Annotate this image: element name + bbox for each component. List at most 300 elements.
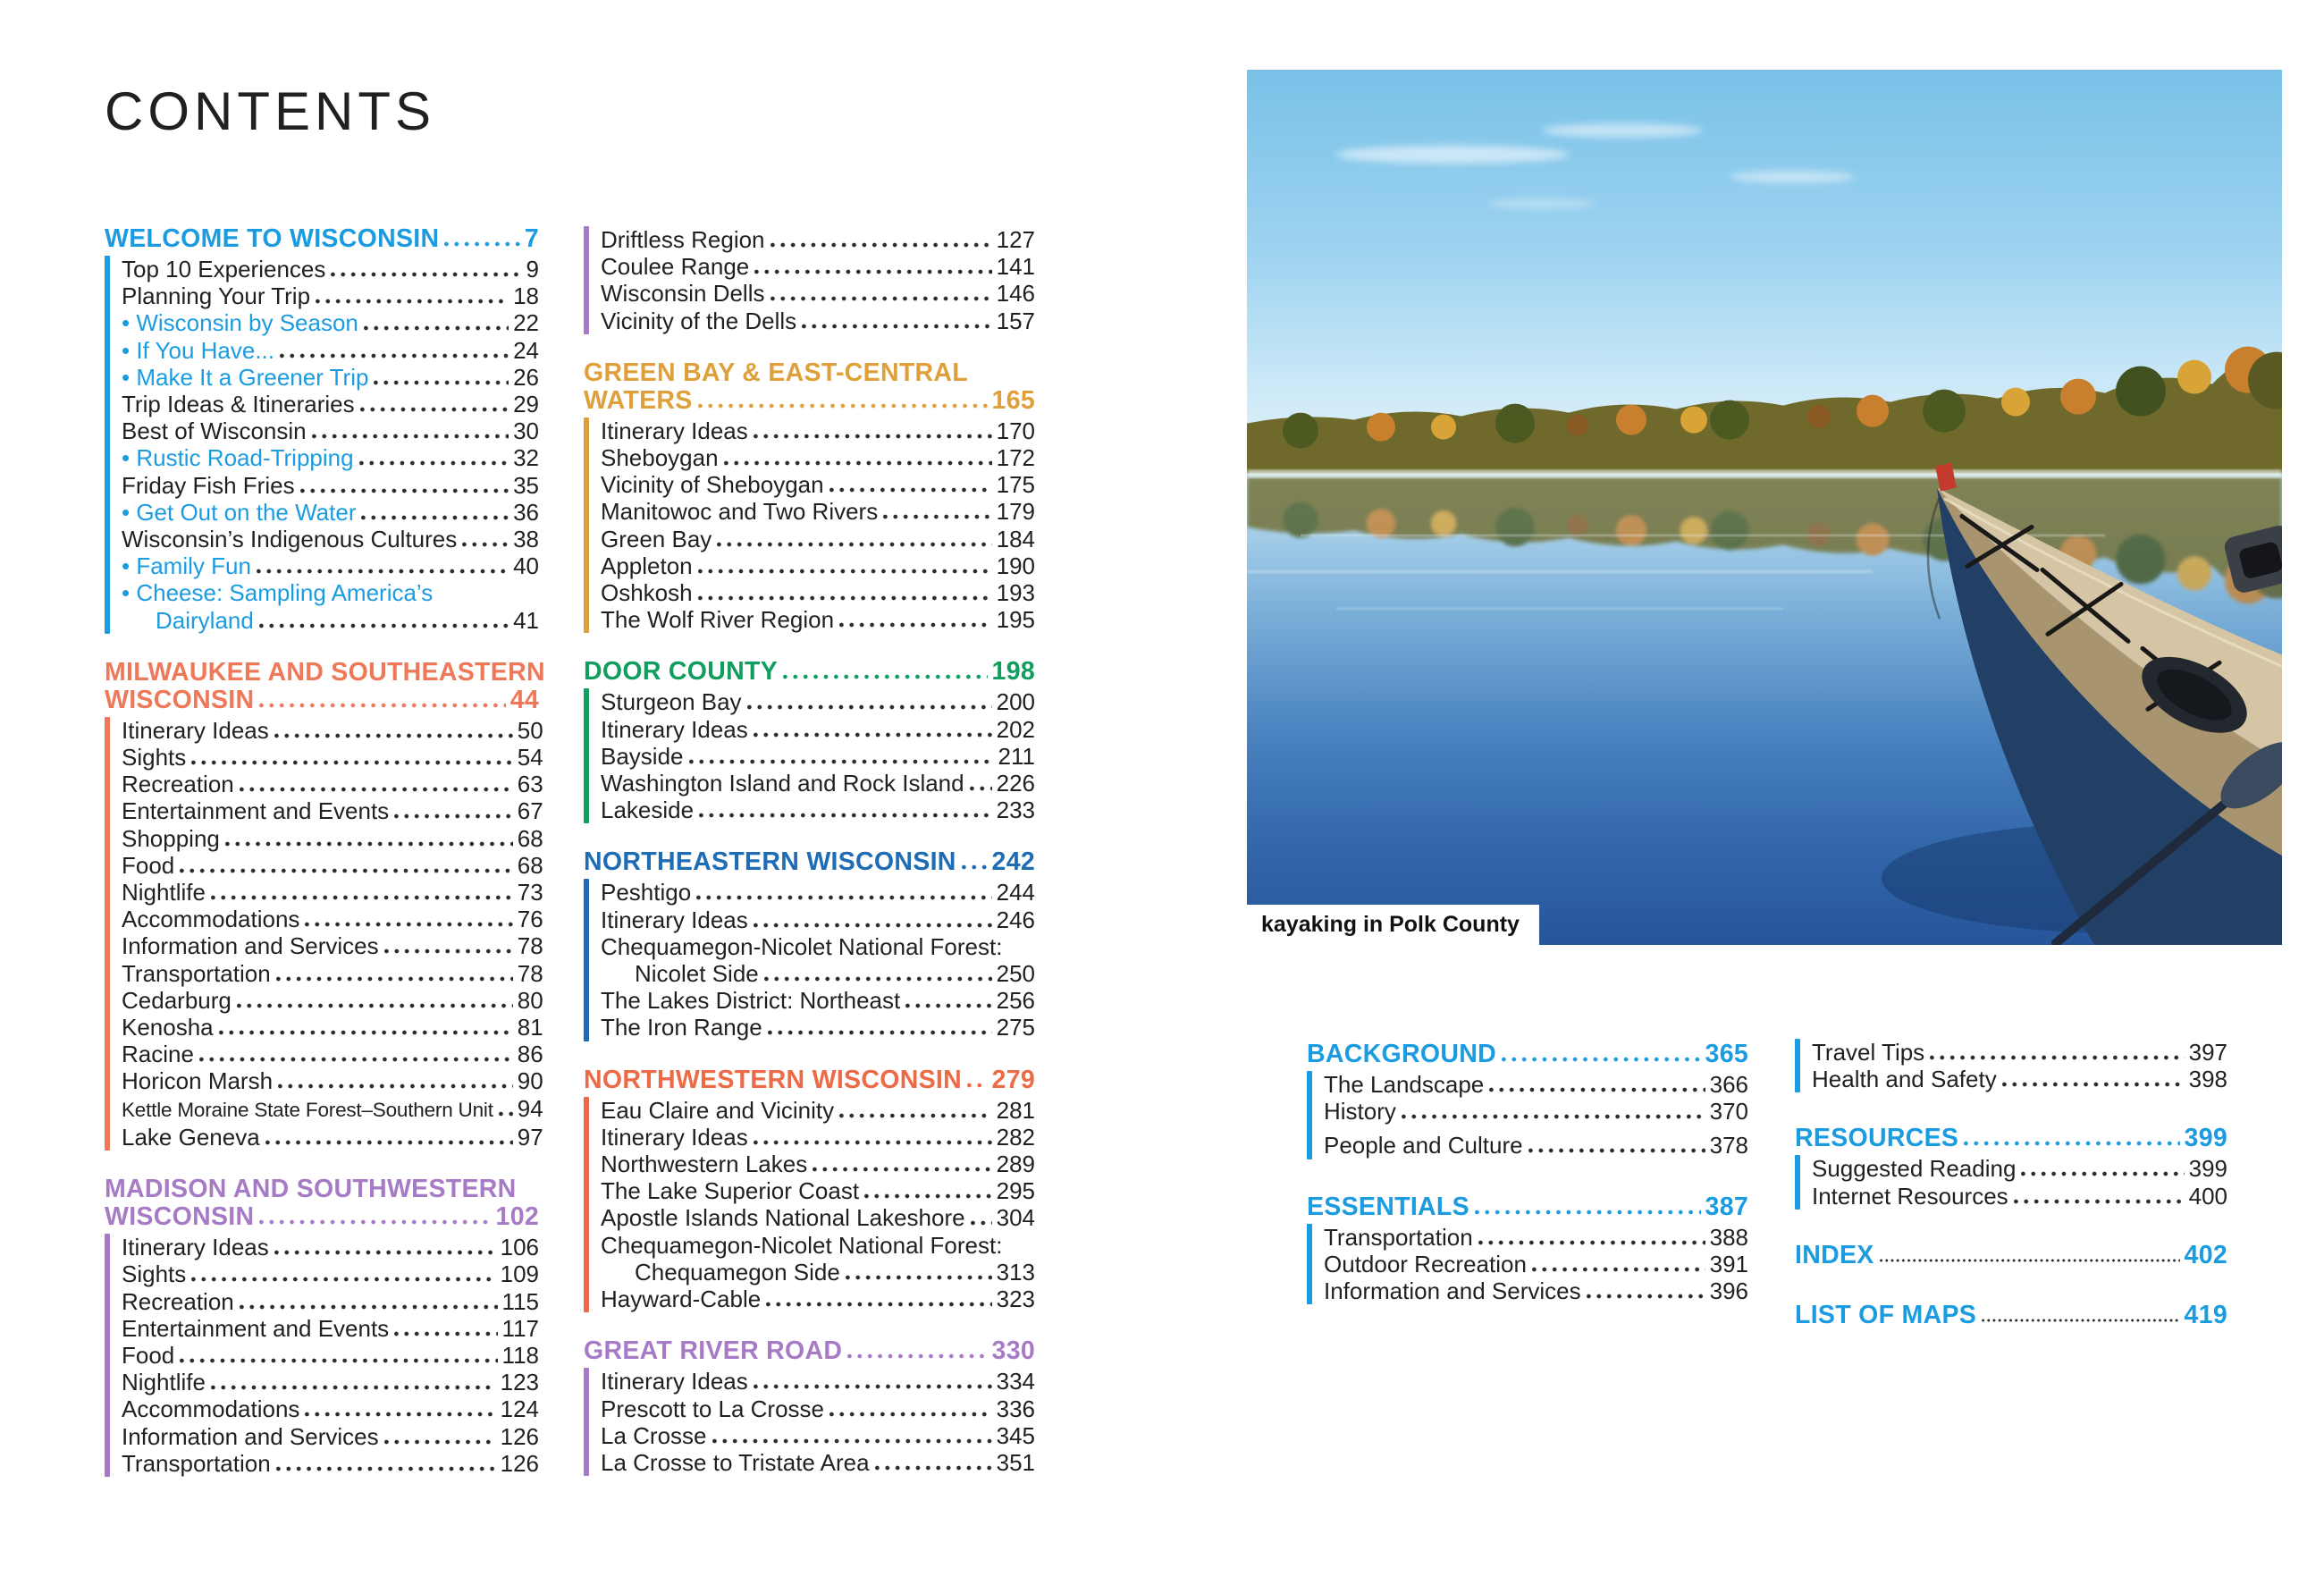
toc-entry: [601, 280, 1035, 307]
toc-entry-row: [601, 308, 1035, 334]
dot-leader: [802, 324, 991, 329]
section-accent-bar: [1795, 1039, 1800, 1092]
toc-entry: [601, 526, 1035, 552]
toc-entry-row: [122, 444, 539, 471]
toc-entry-label: People and Culture: [1324, 1132, 1523, 1159]
toc-entry-label: Itinerary Ideas: [601, 417, 748, 444]
section-body: [584, 226, 1035, 334]
section-header: [584, 848, 1035, 876]
toc-entry-row: [122, 1234, 539, 1260]
toc-entry: [122, 1014, 543, 1041]
page-number: 126: [500, 1422, 539, 1450]
section-title: NORTHWESTERN WISCONSIN: [584, 1065, 963, 1094]
toc-entry-label: Health and Safety: [1812, 1066, 1997, 1093]
page-number: 26: [513, 363, 539, 391]
dot-leader: [1930, 1055, 2184, 1060]
dot-leader: [361, 515, 509, 520]
toc-entry-row: [601, 526, 1035, 552]
dot-leader: [394, 1331, 497, 1336]
page-number: 106: [500, 1234, 539, 1261]
toc-entry-row: [122, 879, 543, 906]
toc-entry: [601, 226, 1035, 253]
section-accent-bar: [584, 226, 589, 334]
toc-entry: [122, 472, 539, 499]
toc-entry-label: Suggested Reading: [1812, 1155, 2017, 1183]
toc-entry: [122, 1369, 539, 1395]
toc-entry-label: Internet Resources: [1812, 1182, 2008, 1210]
toc-entry-row: [122, 499, 539, 526]
dot-leader: [813, 1167, 991, 1172]
toc-entry-row: [122, 932, 543, 959]
page-number: 170: [996, 417, 1035, 444]
toc-entry: [601, 1177, 1035, 1204]
section-title: MILWAUKEE AND SOUTHEASTERN: [105, 657, 545, 687]
toc-entry: [1324, 1098, 1748, 1125]
toc-entry-label: • Family Fun: [122, 552, 251, 580]
dot-leader: [1982, 1318, 2179, 1323]
toc-entry-label: • If You Have...: [122, 336, 274, 364]
dot-leader: [698, 569, 992, 574]
section-entries: [122, 717, 543, 1151]
toc-entry-label: Oshkosh: [601, 579, 693, 607]
page-number: 94: [517, 1094, 543, 1122]
toc-entry-row: [1812, 1066, 2227, 1092]
toc-entry-row: [601, 498, 1035, 525]
toc-entry-label: Travel Tips: [1812, 1039, 1925, 1066]
page-number: 68: [517, 824, 543, 852]
toc-entry-row: [122, 1369, 539, 1395]
toc-section: [584, 1337, 1035, 1476]
toc-entry-label: Information and Services: [122, 932, 379, 960]
page-number: 124: [500, 1395, 539, 1423]
toc-entry-row: [122, 717, 543, 744]
toc-entry: [122, 906, 543, 932]
toc-entry: [601, 1395, 1035, 1422]
toc-entry: [601, 444, 1035, 471]
toc-entry: [122, 744, 543, 771]
toc-entry-row: [601, 1422, 1035, 1449]
section-title-row: [1307, 1041, 1748, 1068]
page-number: 370: [1709, 1098, 1748, 1126]
dot-leader: [225, 841, 513, 847]
page-number: 396: [1709, 1277, 1748, 1305]
toc-entry: [601, 906, 1035, 933]
toc-entry: [122, 579, 539, 633]
section-body: [584, 1368, 1035, 1476]
section-title: GREEN BAY & EAST-CENTRAL: [584, 358, 969, 387]
photo-caption: kayaking in Polk County: [1247, 905, 1539, 947]
toc-entry-row: [122, 337, 539, 364]
dot-leader: [384, 948, 513, 954]
dot-leader: [696, 895, 991, 900]
dot-leader: [967, 1083, 988, 1088]
section-body: [1307, 1224, 1748, 1305]
section-accent-bar: [584, 879, 589, 1041]
page-number: 175: [996, 471, 1035, 499]
page-number: 184: [996, 525, 1035, 552]
toc-entry-label: Planning Your Trip: [122, 282, 311, 310]
toc-entry: [601, 987, 1035, 1014]
dot-leader: [274, 733, 513, 738]
toc-entry-row: [601, 1204, 1035, 1231]
toc-entry-label: Hayward-Cable: [601, 1286, 762, 1313]
page-number: 366: [1709, 1071, 1748, 1098]
dot-leader: [699, 813, 992, 818]
section-entries: [1324, 1224, 1748, 1305]
toc-entry-row: [122, 552, 539, 579]
dot-leader: [265, 1140, 513, 1145]
section-body: [105, 716, 543, 1151]
toc-entry-row: [601, 1177, 1035, 1204]
toc-entry-row: [601, 1286, 1035, 1312]
toc-entry: [122, 771, 543, 797]
toc-entry-label: Food: [122, 1341, 175, 1369]
section-accent-bar: [1307, 1224, 1312, 1305]
toc-entry: [601, 1422, 1035, 1449]
toc-entry-row: [122, 797, 543, 824]
page-number: 400: [2188, 1182, 2227, 1210]
toc-entry: [601, 552, 1035, 579]
page-number: 30: [513, 417, 539, 445]
dot-leader: [374, 380, 509, 385]
section-entries: [601, 417, 1035, 634]
section-header: [1795, 1242, 2227, 1269]
toc-column-2: [584, 223, 1035, 1476]
toc-entry-row: [1812, 1039, 2227, 1066]
dot-leader: [747, 704, 992, 710]
section-body: [105, 1234, 539, 1477]
toc-entry-label: Wisconsin’s Indigenous Cultures: [122, 526, 458, 553]
toc-entry-row: [1324, 1098, 1748, 1125]
lake-kayak-photo: [1247, 70, 2282, 945]
toc-entry: [601, 498, 1035, 525]
dot-leader: [970, 786, 992, 791]
dot-leader: [276, 1466, 496, 1471]
section-title-row: [105, 225, 539, 253]
page-number: 118: [501, 1341, 539, 1369]
section-accent-bar: [105, 256, 110, 634]
toc-entry: [601, 1368, 1035, 1395]
page-number: 41: [513, 606, 539, 634]
dot-leader: [883, 514, 991, 519]
dot-leader: [444, 241, 519, 247]
page-number: 115: [501, 1287, 539, 1315]
dot-leader: [1587, 1294, 1705, 1299]
page-number: 24: [513, 336, 539, 364]
toc-entry-label: Itinerary Ideas: [601, 906, 748, 933]
section-title: INDEX: [1795, 1240, 1874, 1269]
toc-entry: [601, 770, 1035, 797]
page-number: 275: [996, 1014, 1035, 1041]
page-number: 123: [500, 1369, 539, 1396]
toc-entry-label: Appleton: [601, 552, 693, 579]
toc-section: [105, 1176, 539, 1477]
page-number: 172: [996, 444, 1035, 472]
toc-entry-row: [601, 906, 1035, 933]
toc-entry-row: [1324, 1251, 1748, 1277]
section-accent-bar: [1795, 1155, 1800, 1209]
toc-entry-row: [122, 1342, 539, 1369]
toc-entry-row: [122, 1014, 543, 1041]
page-number: 63: [517, 771, 543, 798]
dot-leader: [331, 272, 521, 277]
toc-entry: [1812, 1155, 2227, 1182]
dot-leader: [770, 242, 992, 248]
toc-entry-row: [122, 1288, 539, 1315]
section-entries: [601, 1368, 1035, 1476]
page-number: 282: [996, 1123, 1035, 1151]
toc-entry-label: La Crosse: [601, 1421, 707, 1449]
page-number: 304: [996, 1204, 1035, 1232]
page-number: 336: [996, 1395, 1035, 1422]
toc-entry: [601, 716, 1035, 743]
toc-entry: [122, 1260, 539, 1287]
toc-entry-row: [122, 852, 543, 879]
page-number: 198: [991, 657, 1035, 687]
section-header: [584, 1337, 1035, 1365]
dot-leader: [839, 1113, 992, 1118]
page-number: 32: [513, 444, 539, 472]
page-number: 109: [500, 1260, 539, 1288]
toc-entry: [122, 987, 543, 1014]
toc-entry-row: [601, 770, 1035, 797]
toc-entry-row: [601, 688, 1035, 715]
toc-entry-row: [122, 526, 539, 552]
toc-entry-row: [601, 226, 1035, 253]
toc-entry: [122, 1315, 539, 1342]
toc-entry: [122, 852, 543, 879]
toc-entry-label: Lakeside: [601, 797, 695, 824]
toc-entry: [1812, 1183, 2227, 1210]
dot-leader: [754, 923, 992, 928]
section-header: [1795, 1125, 2227, 1152]
toc-entry: [122, 1234, 539, 1260]
section-title-row: [584, 1067, 1035, 1094]
page-number: 141: [996, 253, 1035, 281]
page-number: 165: [991, 385, 1035, 415]
section-header: [1795, 1302, 2227, 1329]
page-number: 7: [524, 224, 539, 253]
toc-entry-row: [122, 1450, 539, 1477]
page-number: 190: [996, 552, 1035, 579]
page-number: 102: [495, 1202, 539, 1232]
toc-entry: [122, 1450, 539, 1477]
toc-entry-label: Cedarburg: [122, 986, 232, 1014]
section-title: LIST OF MAPS: [1795, 1300, 1977, 1329]
toc-entry-label: Washington Island and Rock Island: [601, 770, 964, 797]
page-number: 18: [513, 282, 539, 310]
toc-entry: [122, 960, 543, 987]
section-title-row: [1795, 1242, 2227, 1269]
toc-entry-label: Nightlife: [122, 879, 206, 906]
section-entries: [601, 879, 1035, 1041]
dot-leader: [259, 703, 505, 708]
dot-leader: [1402, 1114, 1705, 1119]
section-title-row: [584, 387, 1035, 415]
toc-entry: [601, 1097, 1035, 1124]
toc-entry-label: The Wolf River Region: [601, 606, 835, 634]
toc-entry-label: Kenosha: [122, 1014, 214, 1041]
page-number: 81: [517, 1014, 543, 1041]
toc-entry-row: [1812, 1183, 2227, 1210]
page-number: 281: [996, 1096, 1035, 1124]
dot-leader: [689, 759, 994, 764]
toc-entry-label: The Lake Superior Coast: [601, 1177, 860, 1205]
section-title: NORTHEASTERN WISCONSIN: [584, 847, 956, 877]
toc-entry-row: [601, 1124, 1035, 1151]
page-number: 202: [996, 715, 1035, 743]
dot-leader: [764, 976, 992, 982]
toc-entry-row: [122, 472, 539, 499]
toc-entry-label: Itinerary Ideas: [601, 1123, 748, 1151]
dot-leader: [1880, 1258, 2180, 1263]
dot-leader: [698, 595, 992, 601]
section-title: DOOR COUNTY: [584, 657, 779, 687]
toc-entry-row: [1324, 1071, 1748, 1098]
toc-entry-row: [122, 1260, 539, 1287]
page-number: 127: [996, 226, 1035, 253]
toc-entry: [601, 1232, 1035, 1286]
page-number: 179: [996, 498, 1035, 526]
section-title: MADISON AND SOUTHWESTERN: [105, 1175, 517, 1204]
section-entries: [601, 226, 1035, 334]
page-number: 211: [998, 742, 1035, 770]
page-number: 22: [513, 309, 539, 337]
page-number: 36: [513, 498, 539, 526]
section-accent-bar: [105, 717, 110, 1151]
section-header: [1307, 1193, 1748, 1221]
toc-entry: [122, 1095, 543, 1124]
toc-entry-row: [122, 1315, 539, 1342]
lake-kayak-illustration: [1247, 70, 2282, 945]
toc-entry-row: [601, 253, 1035, 280]
toc-entry: [122, 879, 543, 906]
page-number: 398: [2188, 1066, 2227, 1093]
dot-leader: [191, 760, 513, 765]
dot-leader: [754, 269, 991, 274]
toc-entry: [122, 717, 543, 744]
section-body: [1307, 1071, 1748, 1159]
toc-entry-label: Vicinity of the Dells: [601, 307, 797, 334]
toc-entry-row: [601, 444, 1035, 471]
dot-leader: [754, 1384, 992, 1389]
toc-entry-row: [122, 906, 543, 932]
toc-entry-row: [122, 1124, 543, 1151]
toc-entry: [601, 579, 1035, 606]
toc-entry: [122, 417, 539, 444]
toc-entry-label: Chequamegon Side: [635, 1258, 840, 1286]
page-number: 54: [517, 744, 543, 771]
section-accent-bar: [1307, 1071, 1312, 1159]
dot-leader: [1475, 1210, 1701, 1215]
dot-leader: [971, 1220, 992, 1226]
section-header: [584, 1067, 1035, 1094]
page-number: 195: [996, 606, 1035, 634]
page-number: 279: [991, 1065, 1035, 1094]
toc-entry-row-continued: [601, 1259, 1035, 1286]
page-number: 391: [1709, 1250, 1748, 1277]
toc-section: [584, 848, 1035, 1041]
section-accent-bar: [584, 1097, 589, 1313]
toc-entry-row-continued: [122, 607, 539, 634]
toc-entry-row: [122, 1041, 543, 1067]
toc-entry-row: [601, 987, 1035, 1014]
page-number: 397: [2188, 1039, 2227, 1066]
toc-entry-row: [1324, 1224, 1748, 1251]
section-entries: [601, 688, 1035, 823]
toc-entry: [601, 253, 1035, 280]
toc-entry: [122, 825, 543, 852]
toc-entry-row: [122, 1423, 539, 1450]
dot-leader: [259, 623, 509, 628]
toc-entry-label: • Rustic Road-Tripping: [122, 444, 354, 472]
dot-leader: [754, 1140, 992, 1145]
toc-entry-label: Best of Wisconsin: [122, 417, 307, 445]
dot-leader: [259, 1219, 491, 1225]
dot-leader: [1478, 1240, 1705, 1245]
toc-entry: [122, 391, 539, 417]
section-body: [584, 688, 1035, 823]
page-number: 246: [996, 906, 1035, 933]
toc-entry-label: Itinerary Ideas: [122, 1234, 269, 1261]
toc-entry-label: Information and Services: [1324, 1277, 1581, 1305]
section-title-row: [105, 687, 539, 714]
toc-entry: [122, 1124, 543, 1151]
toc-entry: [1812, 1066, 2227, 1092]
toc-entry-row: [1812, 1155, 2227, 1182]
toc-entry-label: Northwestern Lakes: [601, 1151, 808, 1178]
section-title-row: [584, 658, 1035, 686]
section-entries: [601, 1097, 1035, 1313]
toc-entry-row: [601, 552, 1035, 579]
toc-entry-row-continued: [601, 960, 1035, 987]
dot-leader: [2002, 1082, 2185, 1087]
page-number: 399: [2184, 1124, 2227, 1153]
toc-entry-row: [122, 282, 539, 309]
toc-entry-row: [1324, 1132, 1748, 1159]
toc-entry: [1324, 1224, 1748, 1251]
page-number: 193: [996, 579, 1035, 607]
page-number: 38: [513, 526, 539, 553]
toc-entry-label: Sights: [122, 1260, 187, 1288]
page-number: 330: [991, 1336, 1035, 1366]
toc-entry: [601, 743, 1035, 770]
toc-entry-label: Nightlife: [122, 1369, 206, 1396]
dot-leader: [839, 622, 992, 628]
dot-leader: [2014, 1199, 2185, 1204]
dot-leader: [875, 1465, 992, 1471]
toc-section: [1307, 1041, 1748, 1159]
section-title: RESOURCES: [1795, 1124, 1959, 1153]
toc-entry-label: • Get Out on the Water: [122, 498, 357, 526]
toc-entry-label: Prescott to La Crosse: [601, 1395, 824, 1422]
toc-entry-row: [601, 606, 1035, 633]
dot-leader: [698, 403, 988, 409]
toc-entry-row: [122, 309, 539, 336]
dot-leader: [300, 488, 509, 493]
dot-leader: [847, 1353, 987, 1359]
toc-section: [1795, 1039, 2227, 1092]
toc-entry-label: Itinerary Ideas: [601, 1368, 748, 1395]
page-number: 157: [996, 307, 1035, 334]
toc-entry-label: Information and Services: [122, 1422, 379, 1450]
toc-section: [584, 226, 1035, 334]
toc-entry-label: Shopping: [122, 824, 220, 852]
dot-leader: [394, 814, 513, 819]
toc-section: [584, 658, 1035, 823]
page-number: 97: [517, 1123, 543, 1151]
dot-leader: [211, 1385, 496, 1390]
